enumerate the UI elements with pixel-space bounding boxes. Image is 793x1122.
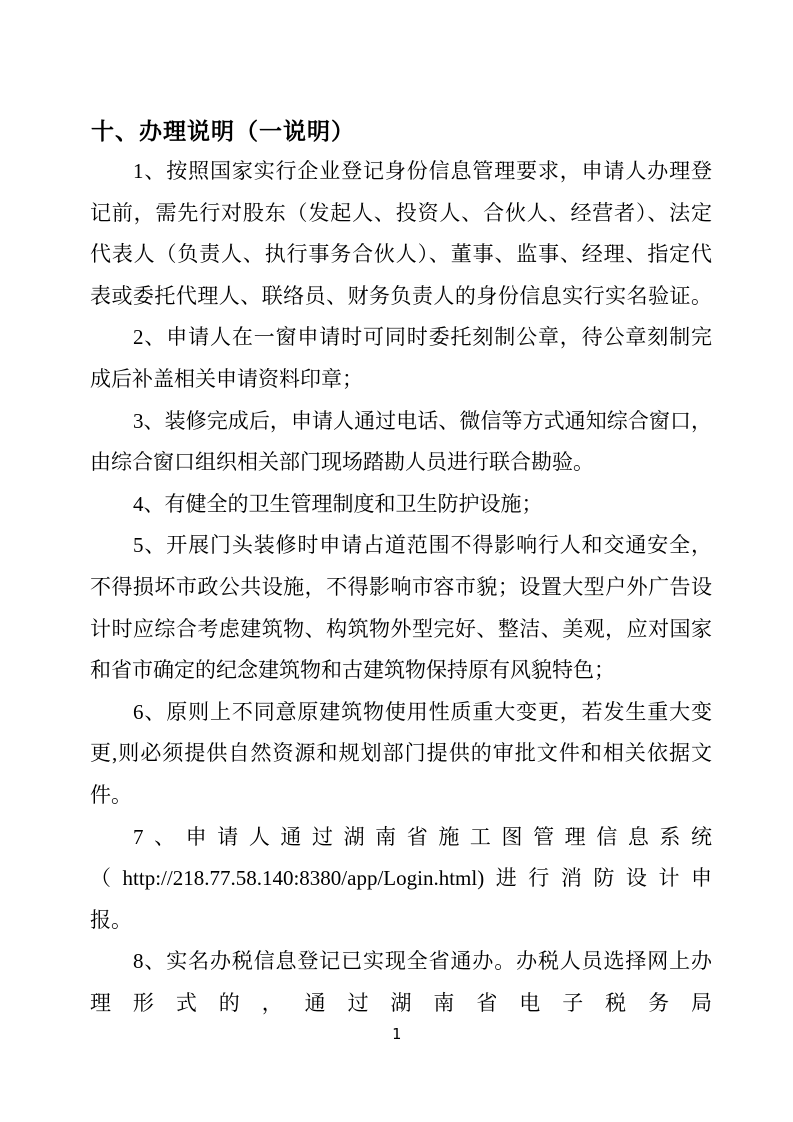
paragraph-line: （http://218.77.58.140:8380/app/Login.html)进行消防设计申 (90, 866, 712, 891)
paragraph-line: 4、有健全的卫生管理制度和卫生防护设施； (133, 491, 543, 516)
paragraph-line: 3、装修完成后，申请人通过电话、微信等方式通知综合窗口， (133, 408, 712, 433)
paragraph-line: 8、实名办税信息登记已实现全省通办。办税人员选择网上办 (133, 949, 712, 974)
paragraph-line: 报。 (90, 907, 132, 932)
paragraph-line: 和省市确定的纪念建筑物和古建筑物保持原有风貌特色； (90, 658, 615, 683)
paragraph-line: 5、开展门头装修时申请占道范围不得影响行人和交通安全， (133, 533, 712, 558)
paragraph-line: 由综合窗口组织相关部门现场踏勘人员进行联合勘验。 (90, 450, 594, 475)
paragraph-line: 不得损坏市政公共设施，不得影响市容市貌；设置大型户外广告设 (90, 574, 712, 599)
paragraph-line: 更,则必须提供自然资源和规划部门提供的审批文件和相关依据文 (90, 741, 712, 766)
paragraph-line: 计时应综合考虑建筑物、构筑物外型完好、整洁、美观，应对国家 (90, 616, 712, 641)
paragraph-line: 成后补盖相关申请资料印章； (90, 366, 363, 391)
section-heading (91, 117, 712, 145)
paragraph-line: 1、按照国家实行企业登记身份信息管理要求，申请人办理登 (133, 159, 712, 183)
paragraph-line: 2、申请人在一窗申请时可同时委托刻制公章，待公章刻制完 (133, 325, 712, 350)
paragraph-line: 表或委托代理人、联络员、财务负责人的身份信息实行实名验证。 (90, 283, 712, 308)
paragraph-line: 记前，需先行对股东（发起人、投资人、合伙人、经营者）、法定 (90, 200, 712, 225)
paragraph-line: 理形式的，通过湖南省电子税务局 (90, 990, 712, 1015)
paragraph-line: 代表人（负责人、执行事务合伙人）、董事、监事、经理、指定代 (90, 242, 712, 267)
paragraph-line: 件。 (90, 782, 132, 807)
section-heading-number: 十、 (91, 119, 139, 144)
page-number: 1 (391, 1025, 402, 1043)
document-content (90, 117, 712, 1024)
paragraph-line: 7、申请人通过湖南省施工图管理信息系统 (133, 824, 712, 849)
section-heading-title: 办理说明（一说明） (139, 118, 355, 144)
paragraph-line: 6、原则上不同意原建筑物使用性质重大变更，若发生重大变 (133, 699, 712, 724)
